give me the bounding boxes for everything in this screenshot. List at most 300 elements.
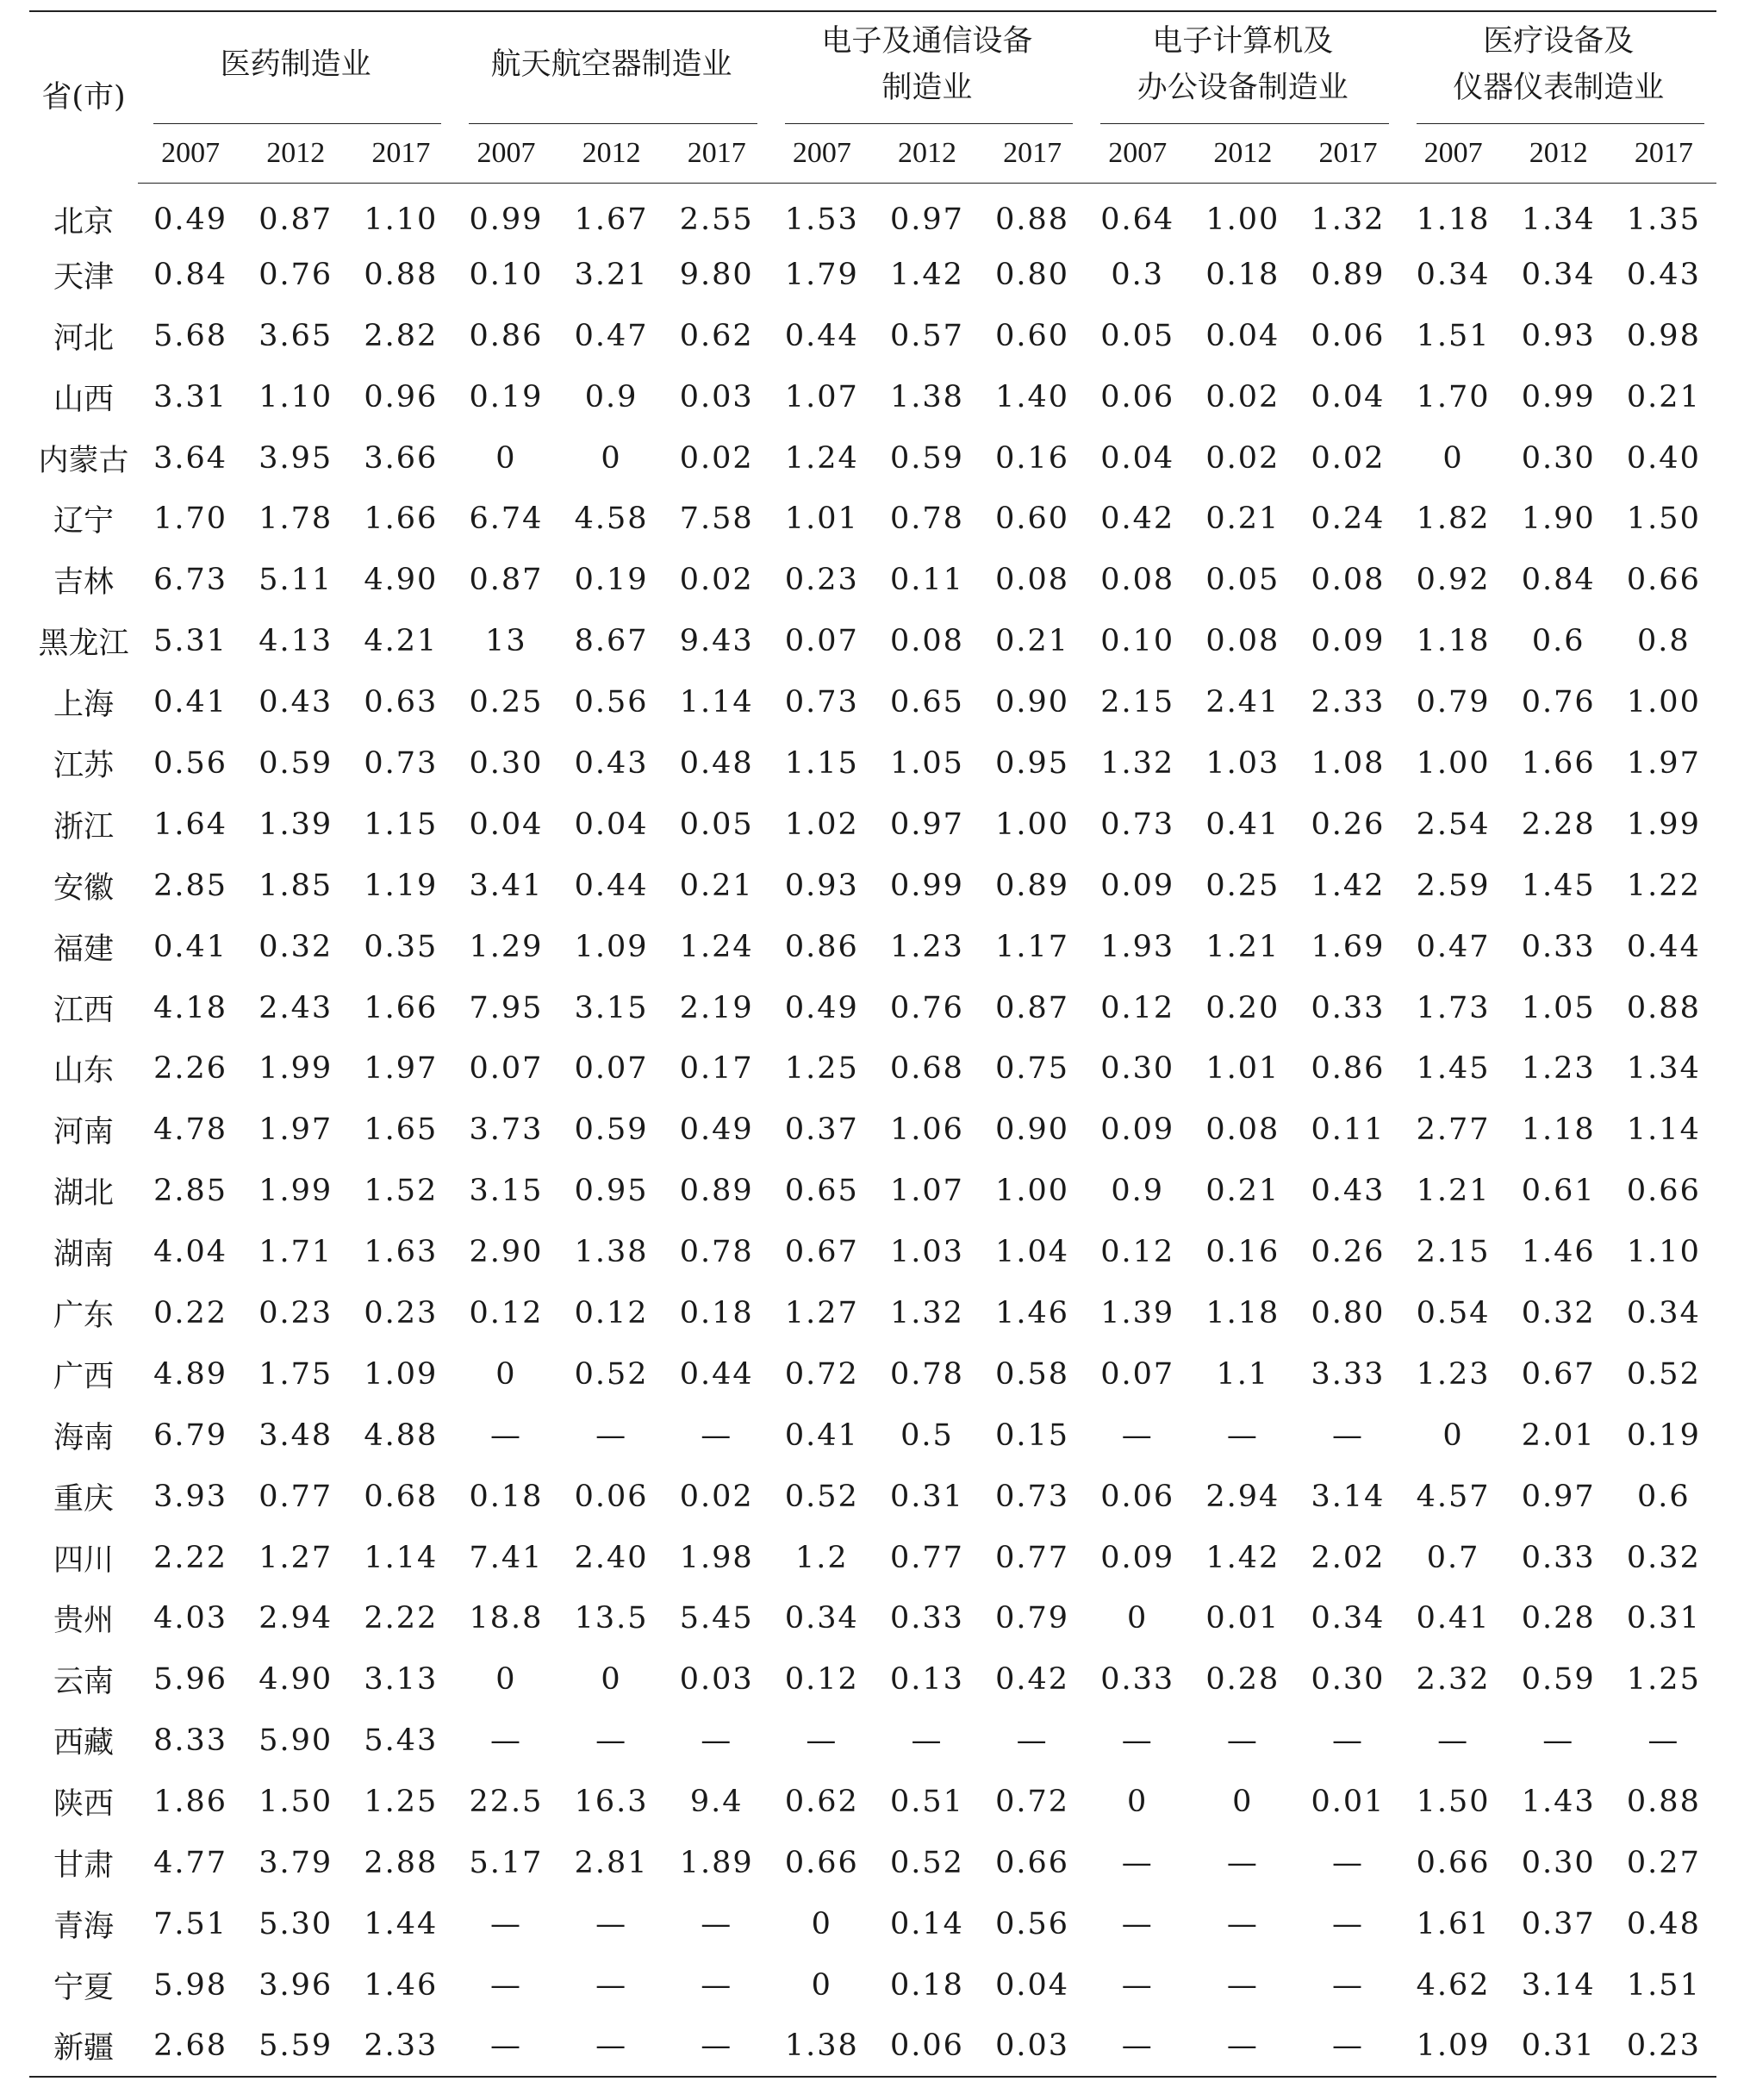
value-cell: 0: [495, 1356, 517, 1392]
value-cell: 1.53: [784, 203, 859, 238]
value-cell: 0.49: [784, 990, 859, 1025]
value-cell: 1.09: [1401, 2016, 1506, 2077]
value-cell: 0: [495, 1662, 517, 1698]
value-cell: 0.49: [679, 1112, 754, 1148]
value-cell: 22.5: [469, 1785, 544, 1820]
value-cell: 13.5: [574, 1601, 649, 1636]
value-cell: 4.57: [1416, 1479, 1491, 1514]
value-cell: 0.15: [995, 1418, 1070, 1453]
value-cell: 1.79: [784, 257, 859, 292]
value-cell: 0.44: [784, 318, 859, 353]
value-cell: 0.5: [900, 1418, 954, 1453]
province-name-cell: 青海: [53, 1909, 114, 1944]
value-cell: 0.99: [1521, 379, 1596, 414]
value-cell: —: [1331, 1845, 1364, 1880]
value-cell: —: [701, 1418, 733, 1453]
value-cell: 0.59: [258, 745, 333, 781]
province-column-header: 省(市): [29, 11, 138, 184]
table-row: [29, 1038, 1716, 1100]
value-cell: 2.59: [1416, 868, 1491, 903]
value-cell: 0.08: [1311, 563, 1386, 598]
value-cell: 0.05: [679, 807, 754, 842]
value-cell: 0.92: [1416, 563, 1491, 598]
table-row: [29, 977, 1716, 1038]
table-header: [29, 11, 1716, 184]
value-cell: 0: [1127, 1785, 1149, 1820]
value-cell: 0.32: [1521, 1295, 1596, 1330]
value-cell: 1.2: [794, 1540, 849, 1575]
value-cell: 0.68: [364, 1479, 439, 1514]
value-cell: 0.31: [1506, 2016, 1611, 2077]
value-cell: 1.01: [1205, 1051, 1280, 1087]
value-cell: —: [595, 1967, 628, 2003]
value-cell: 4.03: [153, 1601, 228, 1636]
province-name-cell: 河北: [53, 321, 114, 356]
value-cell: 2.15: [1416, 1235, 1491, 1270]
table-row: [29, 1893, 1716, 1954]
table-row: [29, 611, 1716, 672]
value-cell: 0.72: [784, 1356, 859, 1392]
value-cell: 0.77: [995, 1540, 1070, 1575]
value-cell: 3.96: [258, 1967, 333, 2003]
value-cell: 0.68: [889, 1051, 964, 1087]
group-header-pharma: 医药制造业: [138, 11, 453, 124]
table-row: [29, 1649, 1716, 1711]
value-cell: 1.45: [1416, 1051, 1491, 1087]
value-cell: 3.33: [1311, 1356, 1386, 1392]
table-body: [29, 184, 1716, 2078]
value-cell: 0.56: [995, 1906, 1070, 1941]
value-cell: 2.22: [153, 1540, 228, 1575]
value-cell: 1.21: [1416, 1174, 1491, 1209]
value-cell: 1.40: [995, 379, 1070, 414]
value-cell: —: [1542, 1723, 1575, 1759]
value-cell: 0.34: [1626, 1295, 1701, 1330]
value-cell: 1.63: [364, 1235, 439, 1270]
value-cell: 1.15: [784, 745, 859, 781]
value-cell: 0.51: [889, 1785, 964, 1820]
province-name-cell: 黑龙江: [38, 626, 129, 662]
value-cell: 0: [1442, 1418, 1464, 1453]
value-cell: 1.98: [679, 1540, 754, 1575]
value-cell: 3.14: [1521, 1967, 1596, 2003]
value-cell: 1.08: [1311, 745, 1386, 781]
value-cell: 1.75: [258, 1356, 333, 1392]
value-cell: 0.12: [469, 1295, 544, 1330]
value-cell: 0.86: [469, 318, 544, 353]
value-cell: —: [701, 1906, 733, 1941]
table-row: [29, 1222, 1716, 1283]
table-row: [29, 672, 1716, 733]
value-cell: 0.33: [1521, 929, 1596, 964]
value-cell: 0.58: [995, 1356, 1070, 1392]
value-cell: 1.14: [1626, 1112, 1701, 1148]
value-cell: 0.73: [1100, 807, 1175, 842]
value-cell: 3.14: [1311, 1479, 1386, 1514]
value-cell: 1.05: [1521, 990, 1596, 1025]
value-cell: 0.02: [679, 563, 754, 598]
value-cell: 0.07: [784, 624, 859, 659]
year-header: 2017: [1611, 124, 1716, 184]
province-name-cell: 天津: [53, 259, 114, 295]
value-cell: 0.04: [1311, 379, 1386, 414]
value-cell: 0.32: [1626, 1540, 1701, 1575]
year-header: 2012: [243, 124, 348, 184]
value-cell: 0.09: [1100, 868, 1175, 903]
province-name-cell: 西藏: [53, 1726, 114, 1761]
table-row: [29, 1527, 1716, 1588]
value-cell: 0.07: [1100, 1356, 1175, 1392]
value-cell: 1.67: [574, 203, 649, 238]
value-cell: 0.66: [995, 1845, 1070, 1880]
value-cell: 1.69: [1311, 929, 1386, 964]
value-cell: 0.08: [1205, 1112, 1280, 1148]
value-cell: 4.13: [258, 624, 333, 659]
table-row: [29, 1405, 1716, 1466]
value-cell: 0.12: [1100, 1235, 1175, 1270]
value-cell: 3.41: [469, 868, 544, 903]
table-row: [29, 489, 1716, 550]
value-cell: 5.59: [243, 2016, 348, 2077]
value-cell: 0.44: [574, 868, 649, 903]
value-cell: 0.66: [784, 1845, 859, 1880]
value-cell: 16.3: [574, 1785, 649, 1820]
value-cell: 0.34: [784, 1601, 859, 1636]
value-cell: 3.73: [469, 1112, 544, 1148]
value-cell: —: [1226, 1845, 1259, 1880]
value-cell: 0.52: [889, 1845, 964, 1880]
value-cell: —: [806, 1723, 838, 1759]
value-cell: 0.32: [258, 929, 333, 964]
province-name-cell: 山西: [53, 382, 114, 417]
year-header: 2012: [875, 124, 980, 184]
value-cell: 0.88: [1626, 1785, 1701, 1820]
value-cell: 0.34: [1416, 257, 1491, 292]
value-cell: 0.31: [889, 1479, 964, 1514]
value-cell: 2.02: [1311, 1540, 1386, 1575]
value-cell: 2.43: [258, 990, 333, 1025]
value-cell: 0.30: [1311, 1662, 1386, 1698]
table-row: [29, 1711, 1716, 1772]
value-cell: 4.58: [574, 502, 649, 537]
province-name-cell: 辽宁: [53, 504, 114, 539]
value-cell: 0.02: [679, 1479, 754, 1514]
value-cell: 2.54: [1416, 807, 1491, 842]
value-cell: 0.43: [1626, 257, 1701, 292]
value-cell: 1.93: [1100, 929, 1175, 964]
value-cell: 0.27: [1626, 1845, 1701, 1880]
value-cell: 0.25: [469, 685, 544, 720]
value-cell: 0.33: [1100, 1662, 1175, 1698]
value-cell: 0.60: [995, 318, 1070, 353]
value-cell: 0.20: [1205, 990, 1280, 1025]
value-cell: —: [1331, 1418, 1364, 1453]
value-cell: 2.77: [1416, 1112, 1491, 1148]
value-cell: 0.88: [364, 257, 439, 292]
value-cell: 0.17: [679, 1051, 754, 1087]
value-cell: 0.19: [1626, 1418, 1701, 1453]
header-row-groups: [29, 11, 1716, 124]
value-cell: 1.50: [1416, 1785, 1491, 1820]
value-cell: 0.12: [1100, 990, 1175, 1025]
province-name-cell: 山东: [53, 1054, 114, 1089]
value-cell: 1.34: [1626, 1051, 1701, 1087]
table-row: [29, 1161, 1716, 1222]
value-cell: —: [453, 2016, 558, 2077]
value-cell: 0.02: [679, 440, 754, 476]
value-cell: 1.38: [889, 379, 964, 414]
value-cell: 0.05: [1100, 318, 1175, 353]
value-cell: 4.04: [153, 1235, 228, 1270]
value-cell: 2.19: [679, 990, 754, 1025]
value-cell: 3.93: [153, 1479, 228, 1514]
value-cell: 1.07: [889, 1174, 964, 1209]
value-cell: 0.30: [1100, 1051, 1175, 1087]
value-cell: 3.66: [364, 440, 439, 476]
value-cell: 1.03: [1205, 745, 1280, 781]
value-cell: 1.34: [1521, 203, 1596, 238]
value-cell: 0.04: [1205, 318, 1280, 353]
value-cell: 0.62: [784, 1785, 859, 1820]
table-row: [29, 1954, 1716, 2016]
year-header: 2012: [1190, 124, 1295, 184]
value-cell: 2.85: [153, 1174, 228, 1209]
value-cell: 1.18: [1416, 624, 1491, 659]
value-cell: 3.48: [258, 1418, 333, 1453]
value-cell: 13: [485, 624, 527, 659]
value-cell: 4.21: [364, 624, 439, 659]
value-cell: 1.23: [889, 929, 964, 964]
province-name-cell: 江西: [53, 993, 114, 1028]
value-cell: 1.50: [258, 1785, 333, 1820]
value-cell: 0.88: [1626, 990, 1701, 1025]
value-cell: 0.43: [574, 745, 649, 781]
province-name-cell: 浙江: [53, 809, 114, 844]
table-row: [29, 916, 1716, 977]
value-cell: 0.6: [1531, 624, 1585, 659]
value-cell: —: [664, 2016, 769, 2077]
value-cell: 0.06: [1311, 318, 1386, 353]
value-cell: 0.9: [584, 379, 638, 414]
value-cell: 4.62: [1416, 1967, 1491, 2003]
value-cell: 1.50: [1626, 502, 1701, 537]
value-cell: 3.21: [574, 257, 649, 292]
value-cell: 1.04: [995, 1235, 1070, 1270]
value-cell: 0.16: [995, 440, 1070, 476]
value-cell: 0.56: [153, 745, 228, 781]
value-cell: 0.35: [364, 929, 439, 964]
value-cell: 2.32: [1416, 1662, 1491, 1698]
value-cell: 3.31: [153, 379, 228, 414]
value-cell: 0.01: [1311, 1785, 1386, 1820]
year-header: 2007: [1401, 124, 1506, 184]
value-cell: 0.87: [469, 563, 544, 598]
value-cell: 0.41: [1416, 1601, 1491, 1636]
value-cell: 0.87: [258, 203, 333, 238]
value-cell: —: [1121, 1845, 1154, 1880]
value-cell: 0.93: [1521, 318, 1596, 353]
value-cell: 0.10: [1100, 624, 1175, 659]
group-header-computers: 电子计算机及 办公设备制造业: [1085, 11, 1400, 124]
value-cell: 0.77: [258, 1479, 333, 1514]
value-cell: 0.66: [1416, 1845, 1491, 1880]
value-cell: 1.10: [258, 379, 333, 414]
value-cell: 0.26: [1311, 1235, 1386, 1270]
value-cell: 0.59: [574, 1112, 649, 1148]
value-cell: 1.70: [153, 502, 228, 537]
year-header: 2012: [559, 124, 664, 184]
year-header: 2007: [453, 124, 558, 184]
value-cell: 0.34: [1311, 1601, 1386, 1636]
value-cell: 0.84: [153, 257, 228, 292]
table-row: [29, 427, 1716, 489]
value-cell: —: [559, 2016, 664, 2077]
value-cell: 0.41: [153, 929, 228, 964]
value-cell: 0: [1127, 1601, 1149, 1636]
value-cell: 7.41: [469, 1540, 544, 1575]
value-cell: 0.04: [995, 1967, 1070, 2003]
value-cell: —: [1226, 1418, 1259, 1453]
value-cell: 2.22: [364, 1601, 439, 1636]
value-cell: 0: [1442, 440, 1464, 476]
value-cell: 1.32: [889, 1295, 964, 1330]
value-cell: 0.23: [258, 1295, 333, 1330]
value-cell: 1.66: [364, 502, 439, 537]
value-cell: 0.06: [574, 1479, 649, 1514]
value-cell: 0.56: [574, 685, 649, 720]
value-cell: 4.90: [364, 563, 439, 598]
value-cell: 0.48: [679, 745, 754, 781]
year-header: 2017: [980, 124, 1085, 184]
year-header: 2012: [1506, 124, 1611, 184]
value-cell: 1.39: [1100, 1295, 1175, 1330]
value-cell: 0.03: [980, 2016, 1085, 2077]
value-cell: 2.01: [1521, 1418, 1596, 1453]
value-cell: 5.45: [679, 1601, 754, 1636]
value-cell: 0.8: [1637, 624, 1691, 659]
value-cell: 1.23: [1416, 1356, 1491, 1392]
value-cell: 0.28: [1205, 1662, 1280, 1698]
province-name-cell: 贵州: [53, 1604, 114, 1639]
value-cell: 1.52: [364, 1174, 439, 1209]
value-cell: 0.33: [889, 1601, 964, 1636]
value-cell: 0.41: [153, 685, 228, 720]
value-cell: 1.97: [1626, 745, 1701, 781]
value-cell: 0.79: [1416, 685, 1491, 720]
value-cell: 0: [811, 1967, 832, 2003]
value-cell: 1.99: [1626, 807, 1701, 842]
value-cell: 1.27: [258, 1540, 333, 1575]
value-cell: 1.78: [258, 502, 333, 537]
value-cell: 1.1: [1216, 1356, 1270, 1392]
year-header: 2007: [138, 124, 243, 184]
value-cell: 0.67: [1521, 1356, 1596, 1392]
province-name-cell: 云南: [53, 1665, 114, 1700]
value-cell: —: [1437, 1723, 1470, 1759]
value-cell: 0.24: [1311, 502, 1386, 537]
value-cell: 2.68: [138, 2016, 243, 2077]
value-cell: 5.17: [469, 1845, 544, 1880]
value-cell: 1.46: [364, 1967, 439, 2003]
value-cell: —: [1121, 1418, 1154, 1453]
value-cell: 4.90: [258, 1662, 333, 1698]
value-cell: 7.95: [469, 990, 544, 1025]
value-cell: 0.42: [995, 1662, 1070, 1698]
value-cell: 3.64: [153, 440, 228, 476]
value-cell: 0.95: [574, 1174, 649, 1209]
value-cell: 0.49: [153, 203, 228, 238]
value-cell: 0.89: [679, 1174, 754, 1209]
value-cell: —: [1331, 1723, 1364, 1759]
value-cell: 0.52: [1626, 1356, 1701, 1392]
table-row: [29, 733, 1716, 795]
value-cell: 0.66: [1626, 563, 1701, 598]
province-name-cell: 甘肃: [53, 1848, 114, 1883]
value-cell: 1.71: [258, 1235, 333, 1270]
value-cell: 0.33: [1311, 990, 1386, 1025]
value-cell: 0.67: [784, 1235, 859, 1270]
value-cell: 0.21: [679, 868, 754, 903]
value-cell: —: [701, 1723, 733, 1759]
value-cell: 1.66: [1521, 745, 1596, 781]
value-cell: 0.52: [784, 1479, 859, 1514]
year-header: 2007: [1085, 124, 1190, 184]
value-cell: 0.04: [469, 807, 544, 842]
value-cell: 1.05: [889, 745, 964, 781]
value-cell: 1.21: [1205, 929, 1280, 964]
value-cell: 1.24: [679, 929, 754, 964]
value-cell: 5.31: [153, 624, 228, 659]
table-row: [29, 1283, 1716, 1344]
value-cell: —: [595, 1723, 628, 1759]
value-cell: 6.79: [153, 1418, 228, 1453]
value-cell: 0.75: [995, 1051, 1070, 1087]
value-cell: —: [1226, 1723, 1259, 1759]
value-cell: 0.07: [574, 1051, 649, 1087]
value-cell: 0.22: [153, 1295, 228, 1330]
value-cell: 1.25: [1626, 1662, 1701, 1698]
value-cell: 3.95: [258, 440, 333, 476]
province-name-cell: 海南: [53, 1420, 114, 1455]
value-cell: 1.00: [1626, 685, 1701, 720]
value-cell: 0.31: [1626, 1601, 1701, 1636]
value-cell: 1.65: [364, 1112, 439, 1148]
value-cell: 0.73: [364, 745, 439, 781]
value-cell: 0.08: [1100, 563, 1175, 598]
table-row: [29, 1588, 1716, 1649]
value-cell: 0.9: [1111, 1174, 1165, 1209]
value-cell: 0.04: [1100, 440, 1175, 476]
value-cell: —: [489, 1906, 522, 1941]
value-cell: 2.82: [364, 318, 439, 353]
value-cell: 0.06: [1100, 379, 1175, 414]
table-row: [29, 1343, 1716, 1405]
value-cell: 0.06: [1100, 1479, 1175, 1514]
value-cell: 0.59: [1521, 1662, 1596, 1698]
value-cell: 0.03: [679, 379, 754, 414]
value-cell: 0.44: [679, 1356, 754, 1392]
value-cell: 1.85: [258, 868, 333, 903]
value-cell: 0.59: [889, 440, 964, 476]
value-cell: 0.30: [1521, 440, 1596, 476]
value-cell: 1.23: [1521, 1051, 1596, 1087]
value-cell: 0.99: [469, 203, 544, 238]
table-row: [29, 1833, 1716, 1894]
value-cell: 0.86: [1311, 1051, 1386, 1087]
value-cell: 0.25: [1205, 868, 1280, 903]
value-cell: 1.42: [1205, 1540, 1280, 1575]
value-cell: 0.37: [784, 1112, 859, 1148]
